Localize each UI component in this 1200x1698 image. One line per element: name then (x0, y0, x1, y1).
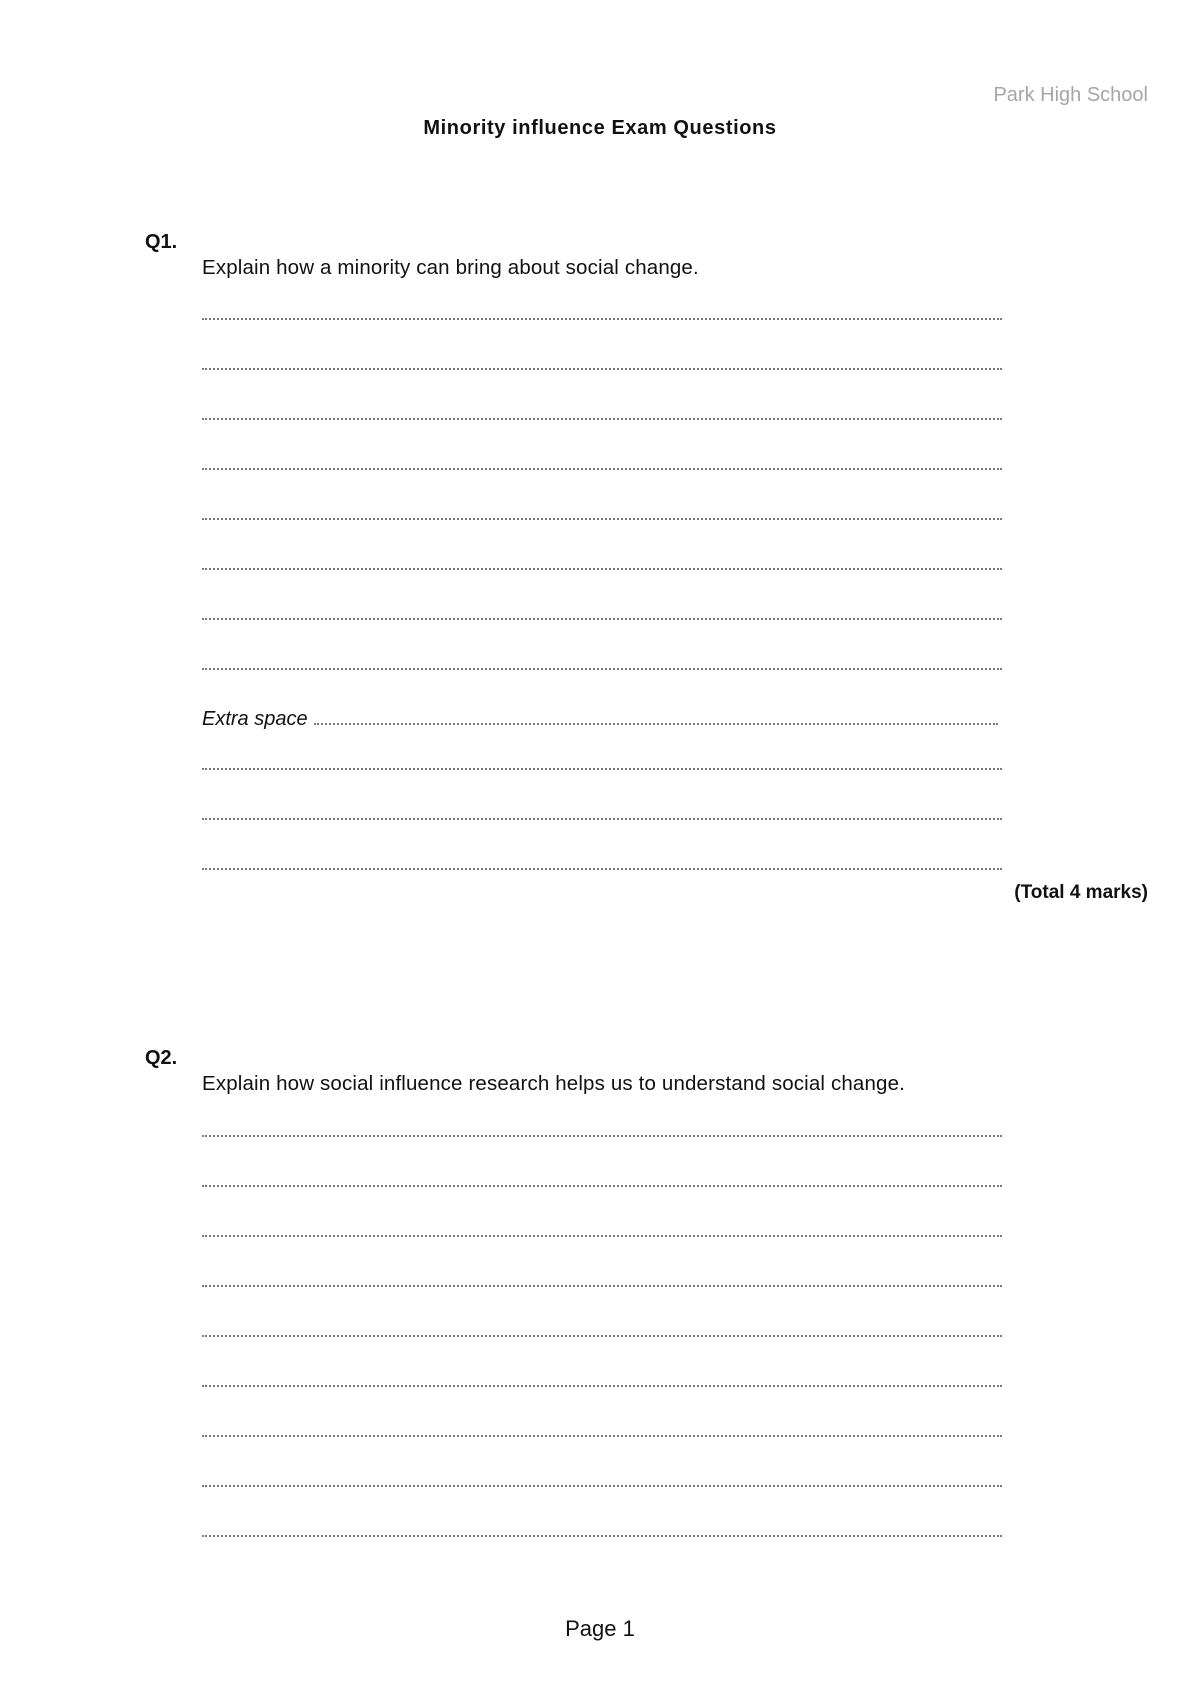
answer-line[interactable] (202, 468, 1002, 470)
extra-space-line[interactable] (314, 723, 998, 725)
total-marks: (Total 4 marks) (1014, 882, 1148, 903)
answer-line[interactable] (202, 368, 1002, 370)
answer-line[interactable] (202, 1235, 1002, 1237)
answer-line[interactable] (202, 818, 1002, 820)
question-2-number: Q2. (145, 1047, 178, 1069)
answer-line[interactable] (202, 768, 1002, 770)
answer-line[interactable] (202, 1135, 1002, 1137)
answer-line[interactable] (202, 668, 1002, 670)
answer-line[interactable] (202, 868, 1002, 870)
extra-space-label: Extra space (202, 708, 308, 730)
answer-line[interactable] (202, 1335, 1002, 1337)
answer-line[interactable] (202, 1485, 1002, 1487)
answer-line[interactable] (202, 1285, 1002, 1287)
answer-line[interactable] (202, 618, 1002, 620)
answer-line[interactable] (202, 1185, 1002, 1187)
extra-space-row[interactable] (202, 702, 998, 730)
answer-line[interactable] (202, 1385, 1002, 1387)
answer-line[interactable] (202, 518, 1002, 520)
answer-line[interactable] (202, 1535, 1002, 1537)
document-title: Minority influence Exam Questions (423, 117, 777, 139)
answer-line[interactable] (202, 568, 1002, 570)
answer-line[interactable] (202, 418, 1002, 420)
school-name: Park High School (993, 84, 1148, 106)
answer-line[interactable] (202, 318, 1002, 320)
answer-line[interactable] (202, 1435, 1002, 1437)
question-1-text: Explain how a minority can bring about social change. (202, 256, 699, 279)
question-2-text: Explain how social influence research helps us to understand social change. (202, 1072, 905, 1095)
page-number: Page 1 (565, 1616, 635, 1641)
question-1-number: Q1. (145, 231, 178, 253)
